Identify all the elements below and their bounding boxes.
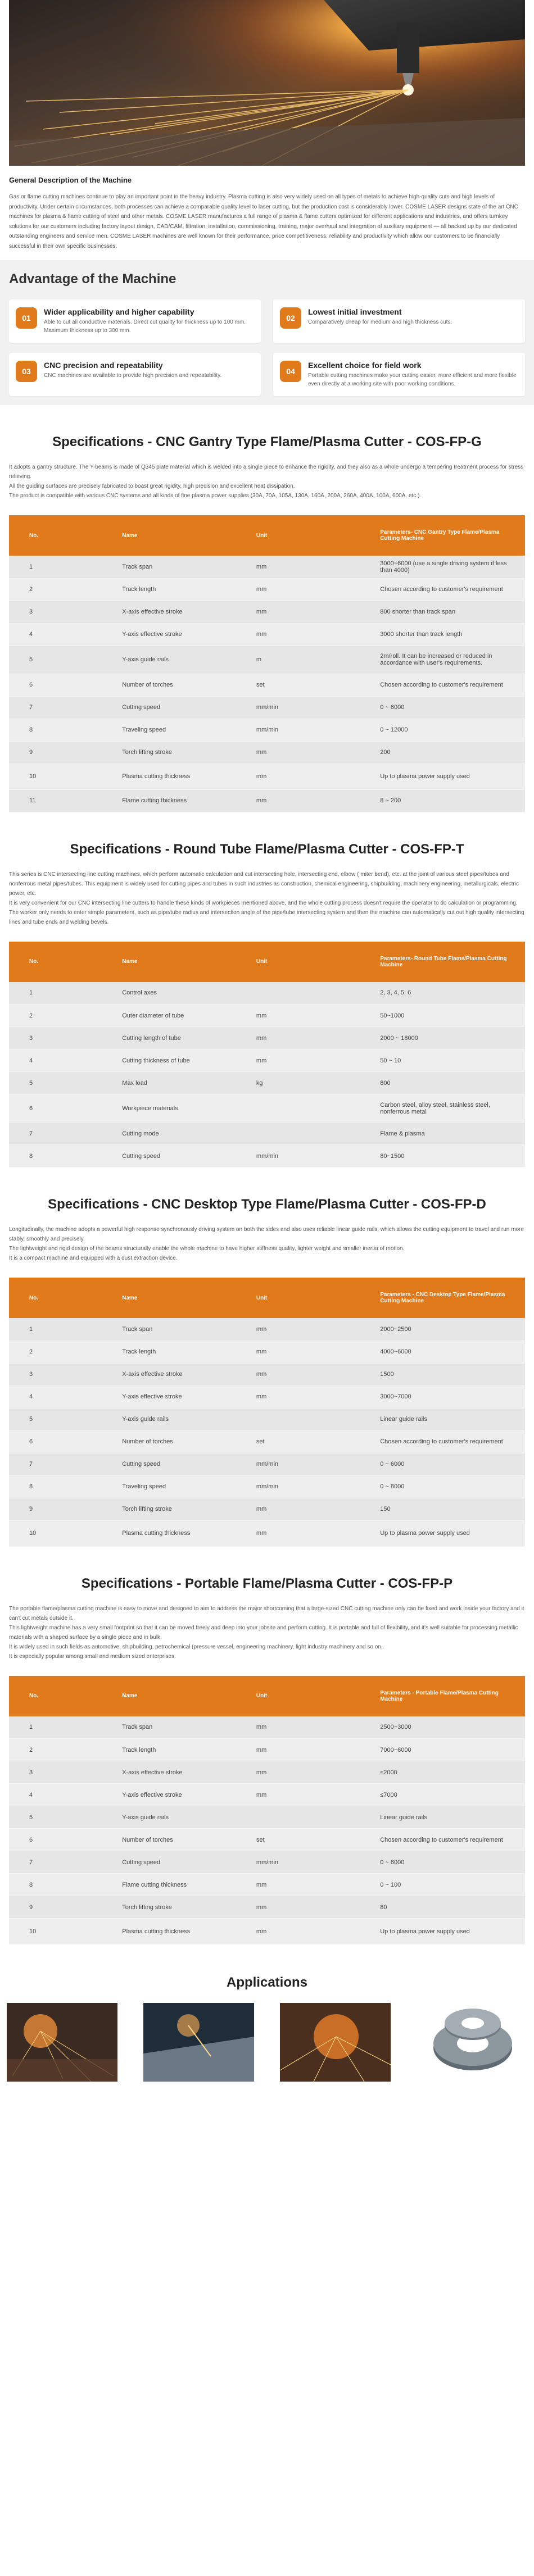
table-cell: 6: [9, 1829, 102, 1851]
table-row: [9, 1851, 525, 1874]
table-cell: 200: [360, 741, 525, 764]
table-cell: 1500: [360, 1363, 525, 1385]
table-cell: set: [236, 1829, 360, 1851]
table-cell: mm: [236, 1896, 360, 1919]
spec-table-header-row: [9, 1676, 525, 1716]
advantage-title: Wider applicability and higher capability: [44, 307, 194, 316]
table-cell: Up to plasma power supply used: [360, 1520, 525, 1546]
table-cell: Control axes: [102, 982, 236, 1005]
specifications-container: [0, 434, 534, 1945]
spec-title: Specifications - Round Tube Flame/Plasma Cutter - COS-FP-T: [70, 841, 464, 857]
table-cell: 4: [9, 623, 102, 646]
table-cell: mm: [236, 741, 360, 764]
table-cell: set: [236, 1430, 360, 1453]
table-cell: 7: [9, 1453, 102, 1475]
table-cell: 3: [9, 1027, 102, 1050]
table-cell: Cutting speed: [102, 1851, 236, 1874]
table-cell: 0 ~ 12000: [360, 719, 525, 741]
spec-table-header: Name: [102, 1676, 236, 1716]
table-row: [9, 1829, 525, 1851]
table-cell: 11: [9, 789, 102, 812]
table-cell: 1: [9, 556, 102, 578]
table-cell: 1: [9, 1716, 102, 1739]
table-row: [9, 982, 525, 1005]
advantage-title: Excellent choice for field work: [308, 361, 422, 370]
table-cell: 3: [9, 601, 102, 623]
table-cell: Outer diameter of tube: [102, 1005, 236, 1027]
table-cell: 2: [9, 578, 102, 601]
table-cell: Up to plasma power supply used: [360, 1919, 525, 1945]
table-row: [9, 1739, 525, 1761]
advantage-card: [9, 299, 261, 343]
spec-intro-paragraph: It adopts a gantry structure. The Y-beams is made of Q345 plate material which is welded into a single piece to enhance the rigidity, and they also as a whole undergo a tempering treatment process for stress relieving.: [9, 464, 524, 480]
table-cell: 150: [360, 1498, 525, 1520]
table-row: [9, 1874, 525, 1896]
spec-table-header: Parameters - Portable Flame/Plasma Cutting Machine: [360, 1676, 525, 1716]
table-cell: Workpiece materials: [102, 1094, 236, 1123]
table-cell: Track length: [102, 1739, 236, 1761]
table-cell: Y-axis guide rails: [102, 1408, 236, 1430]
table-cell: Track span: [102, 1318, 236, 1341]
table-cell: 10: [9, 1919, 102, 1945]
advantages-grid: [9, 299, 525, 396]
table-cell: 1: [9, 982, 102, 1005]
spec-table: [9, 942, 525, 1168]
table-cell: mm: [236, 1363, 360, 1385]
spec-table: [9, 515, 525, 812]
table-cell: 7: [9, 1123, 102, 1145]
table-cell: Y-axis effective stroke: [102, 623, 236, 646]
table-cell: 8: [9, 1874, 102, 1896]
table-cell: Number of torches: [102, 674, 236, 696]
table-cell: 5: [9, 646, 102, 674]
table-cell: Cutting mode: [102, 1123, 236, 1145]
table-cell: 6: [9, 1430, 102, 1453]
table-cell: 3: [9, 1761, 102, 1784]
table-row: [9, 556, 525, 578]
table-cell: Y-axis effective stroke: [102, 1784, 236, 1806]
table-cell: mm: [236, 1919, 360, 1945]
hero-banner-image: [9, 0, 525, 166]
table-cell: 80: [360, 1896, 525, 1919]
table-cell: mm: [236, 1498, 360, 1520]
table-cell: 8 ~ 200: [360, 789, 525, 812]
spec-section: [0, 434, 534, 812]
cut-steel-plate-image: [143, 2003, 254, 2082]
table-cell: [236, 1123, 360, 1145]
table-row: [9, 601, 525, 623]
spec-intro-paragraph: It is especially popular among small and medium sized enterprises.: [9, 1653, 176, 1660]
table-cell: mm: [236, 789, 360, 812]
table-cell: mm: [236, 623, 360, 646]
table-row: [9, 1806, 525, 1829]
table-cell: Flame cutting thickness: [102, 789, 236, 812]
table-cell: 2: [9, 1341, 102, 1363]
table-cell: Cutting speed: [102, 1145, 236, 1167]
table-cell: Number of torches: [102, 1829, 236, 1851]
advantage-number: 04: [280, 361, 301, 382]
table-cell: 2000 ~ 18000: [360, 1027, 525, 1050]
advantage-text: Portable cutting machines make your cutting easier, more efficient and more flexible even directly at a working site with poor working conditions.: [308, 372, 517, 387]
table-cell: kg: [236, 1072, 360, 1094]
spec-table-header: Unit: [236, 1278, 360, 1318]
table-cell: 7: [9, 696, 102, 719]
table-cell: Plasma cutting thickness: [102, 764, 236, 789]
spec-table-header: Parameters - CNC Desktop Type Flame/Plasma Cutting Machine: [360, 1278, 525, 1318]
description-title: General Description of the Machine: [9, 176, 132, 184]
table-cell: 0 ~ 100: [360, 1874, 525, 1896]
table-cell: 4: [9, 1050, 102, 1072]
table-row: [9, 1145, 525, 1167]
table-row: [9, 741, 525, 764]
table-row: [9, 1385, 525, 1408]
table-cell: mm/min: [236, 1851, 360, 1874]
table-cell: 1: [9, 1318, 102, 1341]
spec-intro-paragraph: It is very convenient for our CNC intersecting line cutters to handle these kinds of workpieces mentioned above, and the whole cutting process doesn't require the operator to do calculation or programming. The worker only needs to enter simple parameters, such as pipe/tube radius and intersection angle of the pipe/tube intersecting system and then the machine can automatically cut out high quality intersecting lines and tube ends and welding bevels.: [9, 899, 524, 925]
table-cell: mm: [236, 601, 360, 623]
table-cell: mm/min: [236, 1453, 360, 1475]
table-cell: Linear guide rails: [360, 1806, 525, 1829]
table-cell: ≤2000: [360, 1761, 525, 1784]
table-cell: 7000~6000: [360, 1739, 525, 1761]
description-text: Gas or flame cutting machines continue to play an important point in the heavy industry. Plasma cutting is also very widely used on all types of metals to achieve high-quality cuts and high levels of productivity. Under certain circumstances, both processes can achieve a comparable quality level to laser cutting, but the production cost is considerably lower. COSME LASER designs state of the art CNC machines for plasma & flame cutting of steel and other metals. COSME LASER manufactures a full range of plasma & flame cutters optimized for different applications and industries, and offers turnkey solutions for our customers including factory layout design, CAD/CAM, filtration, installation, commissioning, training, major overhaul and integration of auxiliary equipment — all backed up by our dedicated outstanding engineers and service men. COSME LASER machines are well known for their performance, price competitiveness, reliability and productivity which allow our customers to be financially successful in their own specific businesses.: [9, 194, 518, 249]
spec-title: Specifications - CNC Gantry Type Flame/Plasma Cutter - COS-FP-G: [52, 434, 482, 449]
spec-table-header: Unit: [236, 515, 360, 556]
table-cell: 3000 shorter than track length: [360, 623, 525, 646]
advantages-section: [0, 260, 534, 405]
advantage-title: Lowest initial investment: [308, 307, 402, 316]
table-row: [9, 1453, 525, 1475]
table-cell: Plasma cutting thickness: [102, 1919, 236, 1945]
table-row: [9, 1475, 525, 1498]
table-cell: 2000~2500: [360, 1318, 525, 1341]
table-cell: mm: [236, 1385, 360, 1408]
applications-title: Applications: [226, 1975, 307, 1990]
table-cell: 3: [9, 1363, 102, 1385]
advantage-card: [273, 353, 525, 396]
table-cell: Cutting length of tube: [102, 1027, 236, 1050]
general-description: [9, 166, 525, 257]
table-cell: mm: [236, 556, 360, 578]
table-cell: 3000~7000: [360, 1385, 525, 1408]
spec-intro-paragraph: The portable flame/plasma cutting machine is easy to move and designed to aim to address the major shortcoming that a large-sized CNC cutting machine only can be fixed and work inside your factory and it can't cut metals outside it.: [9, 1605, 524, 1621]
advantage-card: [273, 299, 525, 343]
table-cell: 10: [9, 1520, 102, 1546]
table-row: [9, 1318, 525, 1341]
table-row: [9, 1123, 525, 1145]
table-cell: Plasma cutting thickness: [102, 1520, 236, 1546]
table-cell: 80~1500: [360, 1145, 525, 1167]
table-cell: mm/min: [236, 1145, 360, 1167]
table-cell: Cutting thickness of tube: [102, 1050, 236, 1072]
table-cell: Cutting speed: [102, 1453, 236, 1475]
spec-title: Specifications - Portable Flame/Plasma Cutter - COS-FP-P: [81, 1575, 453, 1591]
table-cell: mm: [236, 1005, 360, 1027]
table-cell: Up to plasma power supply used: [360, 764, 525, 789]
advantage-card: [9, 353, 261, 396]
table-cell: Traveling speed: [102, 1475, 236, 1498]
table-cell: 8: [9, 1145, 102, 1167]
table-row: [9, 1363, 525, 1385]
table-cell: Chosen according to customer's requirement: [360, 578, 525, 601]
spec-table-header: No.: [9, 1676, 102, 1716]
table-cell: X-axis effective stroke: [102, 601, 236, 623]
table-row: [9, 1005, 525, 1027]
table-row: [9, 789, 525, 812]
table-row: [9, 1027, 525, 1050]
table-cell: 800 shorter than track span: [360, 601, 525, 623]
spec-section: [0, 1576, 534, 1945]
table-row: [9, 1408, 525, 1430]
table-cell: mm: [236, 1341, 360, 1363]
table-cell: mm: [236, 1050, 360, 1072]
table-row: [9, 1716, 525, 1739]
table-cell: Max load: [102, 1072, 236, 1094]
spec-table: [9, 1278, 525, 1547]
table-cell: mm: [236, 578, 360, 601]
table-cell: [236, 1094, 360, 1123]
table-cell: mm: [236, 1784, 360, 1806]
spec-table-header-row: [9, 1278, 525, 1318]
spec-table-header: Name: [102, 515, 236, 556]
table-cell: mm/min: [236, 1475, 360, 1498]
table-cell: ≤7000: [360, 1784, 525, 1806]
table-cell: Torch lifting stroke: [102, 741, 236, 764]
spec-table-header: Unit: [236, 1676, 360, 1716]
table-cell: mm: [236, 1027, 360, 1050]
table-cell: mm: [236, 1716, 360, 1739]
plasma-cutter-illustration: [9, 0, 525, 166]
table-row: [9, 1094, 525, 1123]
table-row: [9, 696, 525, 719]
table-cell: 0 ~ 6000: [360, 1453, 525, 1475]
table-cell: 9: [9, 741, 102, 764]
table-cell: [236, 1806, 360, 1829]
spec-table-header: Name: [102, 942, 236, 982]
table-cell: 50~1000: [360, 1005, 525, 1027]
spec-table: [9, 1676, 525, 1945]
advantages-title: Advantage of the Machine: [9, 271, 177, 287]
advantage-number: 03: [16, 361, 37, 382]
table-cell: Track length: [102, 578, 236, 601]
spec-table-header: Parameters- CNC Gantry Type Flame/Plasma Cutting Machine: [360, 515, 525, 556]
table-cell: 2500~3000: [360, 1716, 525, 1739]
spec-section: [0, 1197, 534, 1547]
advantage-number: 02: [280, 307, 301, 329]
table-cell: Flame & plasma: [360, 1123, 525, 1145]
table-row: [9, 1341, 525, 1363]
table-row: [9, 1050, 525, 1072]
spec-intro: [9, 1604, 525, 1661]
spec-intro-paragraph: The lightweight and rigid design of the beams structurally enable the whole machine to have higher stiffness quality, lighter weight and smaller inertia of motion.: [9, 1246, 405, 1252]
table-cell: 6: [9, 674, 102, 696]
table-cell: Chosen according to customer's requirement: [360, 1829, 525, 1851]
table-row: [9, 578, 525, 601]
spec-intro: [9, 870, 525, 927]
table-cell: 10: [9, 764, 102, 789]
table-cell: 0 ~ 6000: [360, 1851, 525, 1874]
table-row: [9, 1784, 525, 1806]
spec-table-header: Unit: [236, 942, 360, 982]
table-cell: mm: [236, 1520, 360, 1546]
table-cell: 9: [9, 1498, 102, 1520]
table-cell: [236, 982, 360, 1005]
table-cell: Linear guide rails: [360, 1408, 525, 1430]
table-row: [9, 1761, 525, 1784]
table-cell: Traveling speed: [102, 719, 236, 741]
advantage-text: CNC machines are available to provide high precision and repeatability.: [44, 372, 222, 379]
table-row: [9, 674, 525, 696]
table-row: [9, 764, 525, 789]
table-cell: Track span: [102, 1716, 236, 1739]
table-cell: 2m/roll. It can be increased or reduced in accordance with user's requirements.: [360, 646, 525, 674]
table-cell: Torch lifting stroke: [102, 1498, 236, 1520]
table-row: [9, 719, 525, 741]
spec-intro-paragraph: It is a compact machine and equipped with a dust extraction device.: [9, 1255, 178, 1261]
table-cell: 8: [9, 1475, 102, 1498]
table-cell: 8: [9, 719, 102, 741]
table-cell: 2, 3, 4, 5, 6: [360, 982, 525, 1005]
spec-table-header-row: [9, 942, 525, 982]
table-row: [9, 623, 525, 646]
applications-gallery: [0, 2003, 534, 2082]
table-cell: Chosen according to customer's requirement: [360, 1430, 525, 1453]
table-cell: [236, 1408, 360, 1430]
spec-intro-paragraph: Longitudinally, the machine adopts a powerful high response synchronously driving system on both the sides and also uses reliable linear guide rails, which allows the cutting equipment to travel and run more stably, smoothly and precisely.: [9, 1226, 524, 1242]
applications-section: [0, 1975, 534, 2093]
spec-title: Specifications - CNC Desktop Type Flame/Plasma Cutter - COS-FP-D: [48, 1197, 486, 1212]
table-cell: Y-axis effective stroke: [102, 1385, 236, 1408]
table-row: [9, 1430, 525, 1453]
table-cell: 4: [9, 1784, 102, 1806]
table-cell: 4000~6000: [360, 1341, 525, 1363]
table-row: [9, 1919, 525, 1945]
spec-table-header: Parameters- Round Tube Flame/Plasma Cutting Machine: [360, 942, 525, 982]
advantage-title: CNC precision and repeatability: [44, 361, 163, 370]
advantage-text: Comparatively cheap for medium and high thickness cuts.: [308, 319, 452, 325]
spec-intro-paragraph: All the guiding surfaces are precisely fabricated to boast great rigidity, high precision and excellent heat dissipation.: [9, 483, 295, 489]
table-cell: Carbon steel, alloy steel, stainless steel, nonferrous metal: [360, 1094, 525, 1123]
table-cell: X-axis effective stroke: [102, 1363, 236, 1385]
table-cell: Torch lifting stroke: [102, 1896, 236, 1919]
spec-intro-paragraph: This lightweight machine has a very small footprint so that it can be moved freely and deep into your jobsite and perform cutting. It is portable and full of flexibility, and it's well suitable for processing metallic materials with a shaped surface by a single piece and in bulk.: [9, 1624, 518, 1641]
spec-intro-paragraph: This series is CNC intersecting line cutting machines, which perform automatic calculation and cut intersecting hole, intersecting end, elbow ( miter bend), etc. at the joint of various steel pipes/tubes and nonferrous metal pipes/tubes. This equipment is widely used for cutting pipes and tubes in such industries as construction, chemical engineering, shipbuilding, machinery engineering, metallurgicals, electric power, etc.: [9, 871, 519, 897]
table-cell: mm: [236, 1318, 360, 1341]
table-cell: Cutting speed: [102, 696, 236, 719]
table-cell: 2: [9, 1739, 102, 1761]
table-cell: 5: [9, 1072, 102, 1094]
table-cell: Chosen according to customer's requirement: [360, 674, 525, 696]
table-cell: Track length: [102, 1341, 236, 1363]
spec-table-header: Name: [102, 1278, 236, 1318]
table-cell: Y-axis guide rails: [102, 646, 236, 674]
table-cell: mm: [236, 764, 360, 789]
table-cell: m: [236, 646, 360, 674]
advantage-number: 01: [16, 307, 37, 329]
table-cell: 3000~6000 (use a single driving system if less than 4000): [360, 556, 525, 578]
spec-table-header: No.: [9, 1278, 102, 1318]
table-cell: 5: [9, 1806, 102, 1829]
table-row: [9, 1498, 525, 1520]
table-cell: 800: [360, 1072, 525, 1094]
table-cell: mm/min: [236, 696, 360, 719]
table-cell: 5: [9, 1408, 102, 1430]
table-cell: Flame cutting thickness: [102, 1874, 236, 1896]
table-cell: Y-axis guide rails: [102, 1806, 236, 1829]
table-cell: X-axis effective stroke: [102, 1761, 236, 1784]
spec-intro-paragraph: It is widely used in such fields as automotive, shipbuilding, petrochemical (pressure vessel, engineering machinery, light industry machinery and so on,.: [9, 1643, 384, 1650]
table-cell: 0 ~ 6000: [360, 696, 525, 719]
table-cell: 9: [9, 1896, 102, 1919]
table-cell: 6: [9, 1094, 102, 1123]
table-row: [9, 1520, 525, 1546]
table-cell: Number of torches: [102, 1430, 236, 1453]
table-cell: 7: [9, 1851, 102, 1874]
table-cell: 50 ~ 10: [360, 1050, 525, 1072]
table-row: [9, 646, 525, 674]
table-row: [9, 1072, 525, 1094]
table-cell: set: [236, 674, 360, 696]
table-cell: mm: [236, 1874, 360, 1896]
flame-cutting-image: [280, 2003, 391, 2082]
table-row: [9, 1896, 525, 1919]
table-cell: 2: [9, 1005, 102, 1027]
table-cell: mm: [236, 1739, 360, 1761]
table-cell: Track span: [102, 556, 236, 578]
advantage-text: Able to cut all conductive materials. Direct cut quality for thickness up to 100 mm. Maximum thickness up to 300 mm.: [44, 319, 246, 334]
table-cell: 0 ~ 8000: [360, 1475, 525, 1498]
spec-section: [0, 842, 534, 1168]
table-cell: mm: [236, 1761, 360, 1784]
spec-table-header: No.: [9, 515, 102, 556]
table-cell: mm/min: [236, 719, 360, 741]
table-cell: 4: [9, 1385, 102, 1408]
steel-flanges-image: [417, 2003, 527, 2082]
spec-intro: [9, 462, 525, 501]
spec-table-header-row: [9, 515, 525, 556]
spec-intro-paragraph: The product is compatible with various CNC systems and all kinds of fine plasma power supplies (30A, 70A, 105A, 130A, 160A, 200A, 260A, 400A, 100A, 600A, etc.).: [9, 493, 422, 499]
spec-intro: [9, 1225, 525, 1263]
spec-table-header: No.: [9, 942, 102, 982]
plasma-cutting-sparks-image: [7, 2003, 117, 2082]
